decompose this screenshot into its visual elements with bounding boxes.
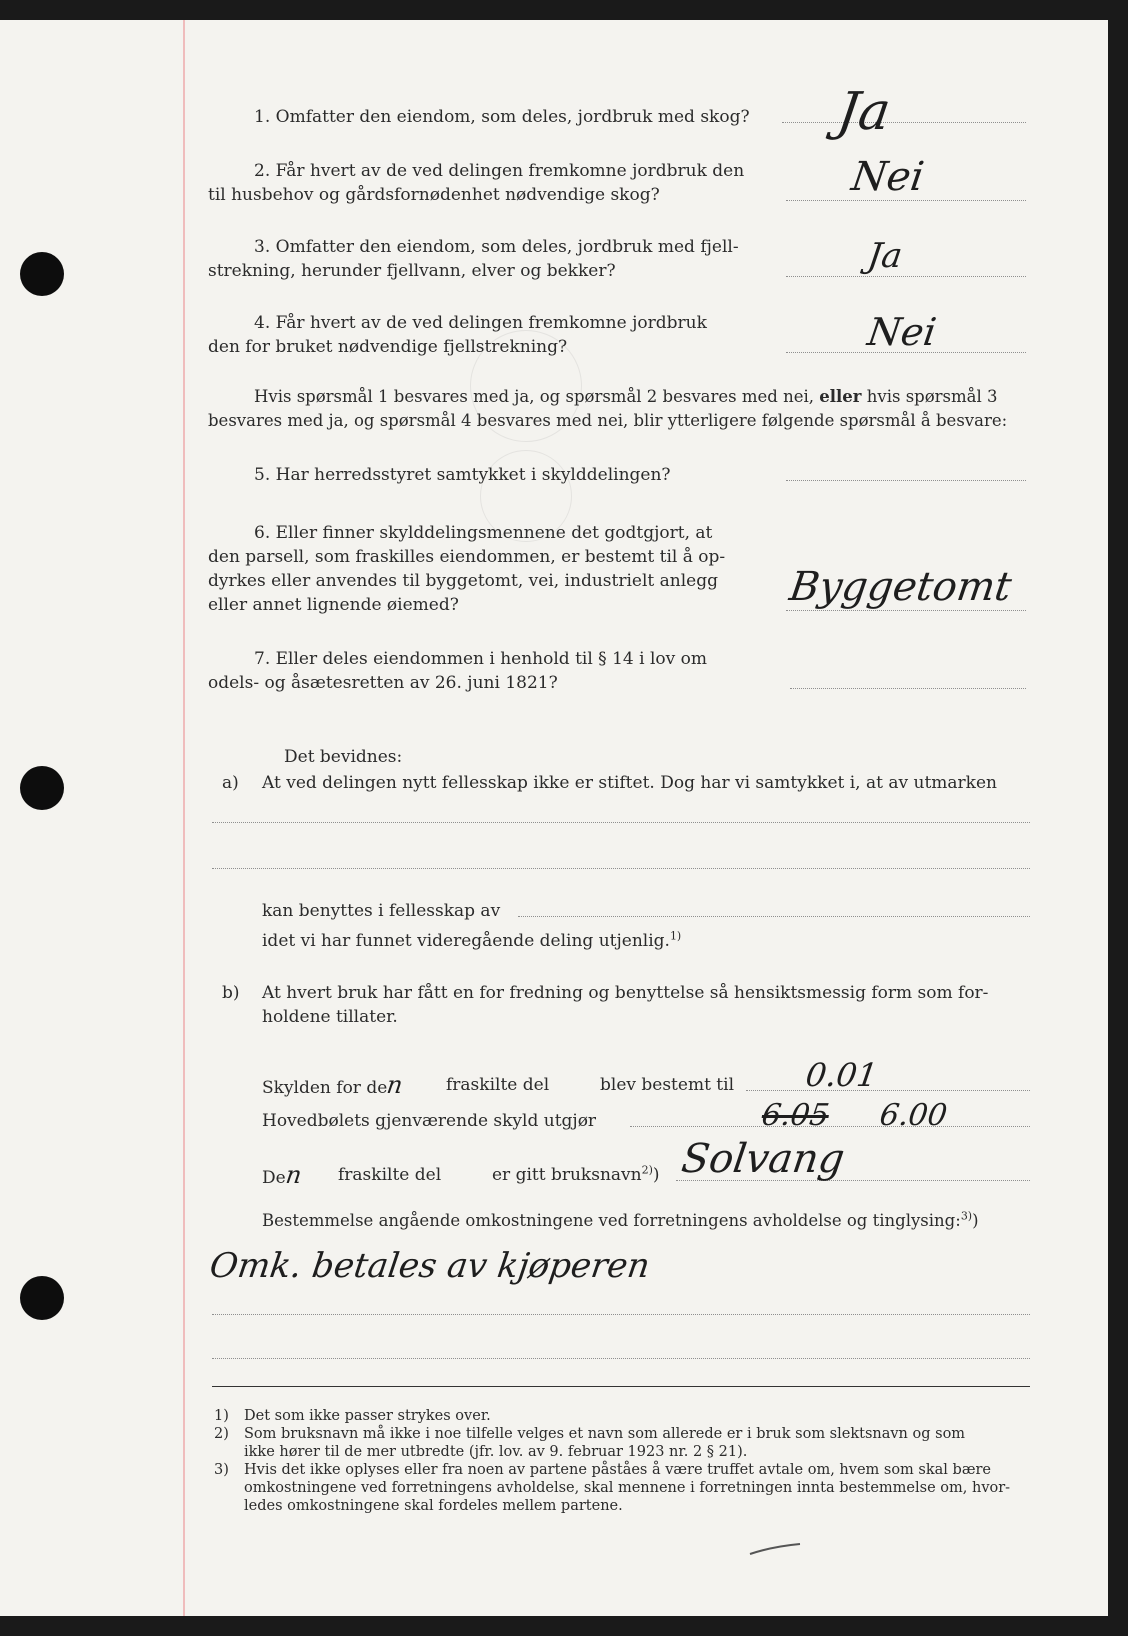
- skyld-row1-c: blev bestemt til: [600, 1075, 735, 1095]
- question-4-line2: den for bruket nødvendige fjellstrekning?: [208, 337, 568, 357]
- question-2-line2: til husbehov og gårdsfornødenhet nødvendige skog?: [208, 185, 660, 205]
- skyld-row3-c: er gitt bruksnavn$^{2)}$): [492, 1163, 660, 1185]
- skyld-row3-a: Den: [262, 1161, 304, 1189]
- shared-use-label: kan benyttes i fellesskap av: [262, 901, 501, 921]
- answer-1: Ja: [833, 82, 895, 142]
- skyld-value: 0.01: [803, 1056, 880, 1094]
- answer-line-7: [790, 688, 1026, 689]
- cost-value: Omk. betales av kjøperen: [207, 1246, 653, 1286]
- question-6-line4: eller annet lignende øiemed?: [208, 595, 459, 615]
- shared-use-line: [518, 916, 1030, 917]
- bevidnes-heading: Det bevidnes:: [284, 747, 403, 767]
- struck-value: 6.05: [759, 1098, 832, 1133]
- footnote-2-line: Som bruksnavn må ikke i noe tilfelle velges et navn som allerede er i bruk som slektsnavn og som: [244, 1426, 966, 1442]
- remaining-skyld-value: 6.00: [877, 1098, 950, 1133]
- footnote-2-line: ikke hører til de mer utbredte (jfr. lov. av 9. februar 1923 nr. 2 § 21).: [244, 1444, 748, 1460]
- fill-line: [212, 822, 1030, 823]
- skyld-row1-b: fraskilte del: [446, 1075, 550, 1095]
- footnote-1-line: Det som ikke passer strykes over.: [244, 1408, 491, 1424]
- section-b-line2: holdene tillater.: [262, 1007, 398, 1027]
- footnote-rule: [212, 1386, 1030, 1387]
- question-3-line1: 3. Omfatter den eiendom, som deles, jordbruk med fjell-: [254, 237, 739, 257]
- condition-line1: Hvis spørsmål 1 besvares med ja, og spørsmål 2 besvares med nei, eller hvis spørsmål 3: [254, 387, 998, 406]
- answer-4: Nei: [864, 310, 939, 354]
- punch-hole: [20, 766, 64, 810]
- footnote-mark-1: 1): [214, 1408, 229, 1424]
- section-a-text: At ved delingen nytt fellesskap ikke er stiftet. Dog har vi samtykket i, at av utmarken: [262, 773, 997, 793]
- answer-line-6: [786, 610, 1026, 611]
- skyld-row1-a: Skylden for den: [262, 1071, 405, 1099]
- section-b-line1: At hvert bruk har fått en for fredning og benyttelse så hensiktsmessig form som for-: [262, 983, 989, 1003]
- skyld-row2-label: Hovedbølets gjenværende skyld utgjør: [262, 1111, 597, 1131]
- answer-3: Ja: [865, 236, 905, 276]
- footnote-3-line: omkostningene ved forretningens avholdelse, skal mennene i forretningen innta bestemmelse om, hvor-: [244, 1480, 1011, 1496]
- footnote-3-line: Hvis det ikke oplyses eller fra noen av partene påståes å være truffet avtale om, hvem som skal bære: [244, 1462, 991, 1478]
- section-a-label: a): [222, 773, 239, 793]
- cost-label: Bestemmelse angående omkostningene ved forretningens avholdelse og tinglysing:$^{3)}$): [262, 1209, 979, 1230]
- question-1: 1. Omfatter den eiendom, som deles, jordbruk med skog?: [254, 107, 750, 127]
- answer-line-1: [782, 122, 1026, 123]
- punch-hole: [20, 1276, 64, 1320]
- skyld-line-1: [746, 1090, 1030, 1091]
- reason-text: idet vi har funnet videregående deling utjenlig.$^{1)}$: [262, 929, 682, 951]
- form-page: [0, 20, 1108, 1616]
- fill-line: [212, 868, 1030, 869]
- answer-line-5: [786, 480, 1026, 481]
- question-5: 5. Har herredsstyret samtykket i skylddelingen?: [254, 465, 671, 485]
- answer-2: Nei: [848, 154, 927, 200]
- skyld-row3-b: fraskilte del: [338, 1165, 442, 1185]
- answer-line-3: [786, 276, 1026, 277]
- footnote-mark-2: 2): [214, 1426, 229, 1442]
- pencil-mark: [748, 1540, 804, 1560]
- question-7-line1: 7. Eller deles eiendommen i henhold til § 14 i lov om: [254, 649, 707, 669]
- footnote-3-line: ledes omkostningene skal fordeles mellem partene.: [244, 1498, 623, 1514]
- footnote-mark-3: 3): [214, 1462, 229, 1478]
- question-3-line2: strekning, herunder fjellvann, elver og bekker?: [208, 261, 616, 281]
- question-6-line2: den parsell, som fraskilles eiendommen, er bestemt til å op-: [208, 547, 726, 567]
- fill-line: [212, 1314, 1030, 1315]
- question-4-line1: 4. Får hvert av de ved delingen fremkomne jordbruk: [254, 313, 707, 333]
- skyld-line-2: [630, 1126, 1030, 1127]
- punch-hole: [20, 252, 64, 296]
- question-6-line1: 6. Eller finner skylddelingsmennene det godtgjort, at: [254, 523, 713, 543]
- question-2-line1: 2. Får hvert av de ved delingen fremkomne jordbruk den: [254, 161, 745, 181]
- answer-line-2: [786, 200, 1026, 201]
- question-7-line2: odels- og åsætesretten av 26. juni 1821?: [208, 673, 558, 693]
- condition-line2: besvares med ja, og spørsmål 4 besvares med nei, blir ytterligere følgende spørsmål å besvare:: [208, 411, 1008, 430]
- fill-line: [212, 1358, 1030, 1359]
- bruksnavn-value: Solvang: [678, 1136, 848, 1182]
- question-6-line3: dyrkes eller anvendes til byggetomt, vei, industrielt anlegg: [208, 571, 718, 591]
- margin-rule: [183, 20, 185, 1616]
- answer-6: Byggetomt: [786, 564, 1015, 610]
- section-b-label: b): [222, 983, 240, 1003]
